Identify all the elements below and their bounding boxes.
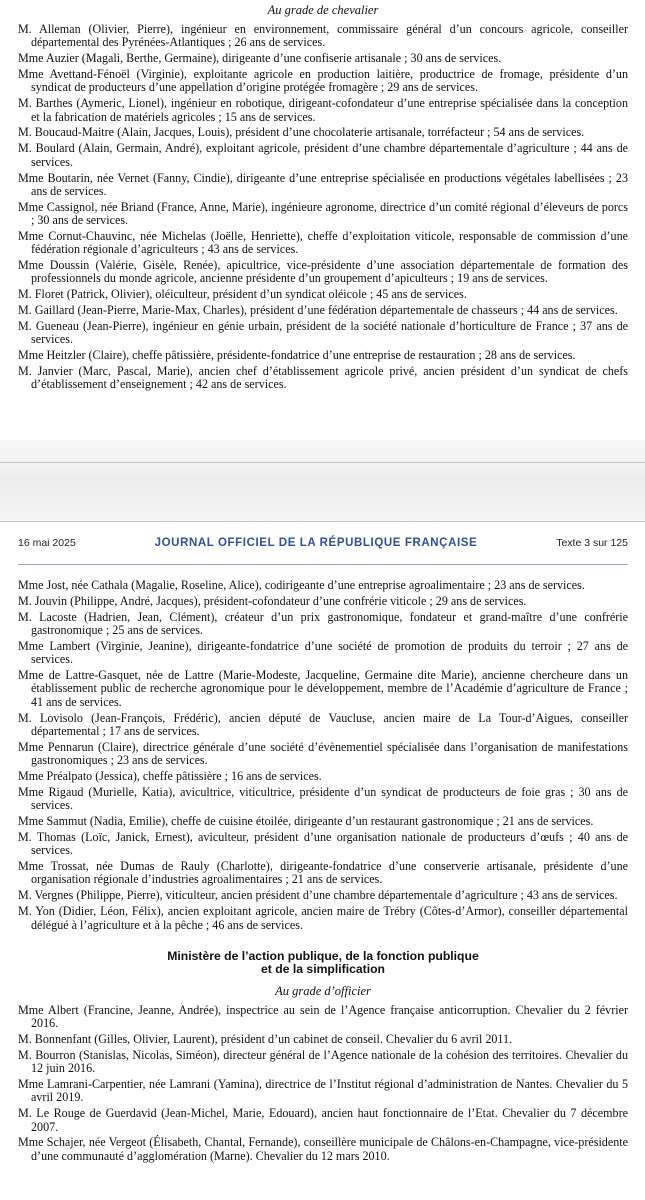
- list-item: M. Bourron (Stanislas, Nicolas, Siméon), directeur général de l’Agence nationale de la cohésion des territoires. Chevalier du 12 juin 2016.: [18, 1047, 628, 1076]
- list-item: M. Yon (Didier, Léon, Félix), ancien exploitant agricole, ancien maire de Trébry (Côtes-d’Armor), conseiller départemental délégué à l’agriculture et à la pêche ; 46 ans de services.: [18, 904, 628, 932]
- grade-title-officier: Au grade d’officier: [275, 983, 371, 998]
- page-edge-bottom: [0, 462, 645, 463]
- list-item: Mme Cornut-Chauvinc, née Michelas (Joëlle, Henriette), cheffe d’exploitation viticole, responsable de commission d’une fédération régionale d’agriculteurs ; 43 ans de services.: [18, 228, 628, 257]
- list-item: Mme Doussin (Valérie, Gisèle, Renée), apicultrice, vice-présidente d’une association départementale de formation des professionnels du monde agricole, ancienne présidente d’un groupement d’apiculteurs ; 19 ans de services.: [18, 258, 628, 286]
- officier-list: [18, 1004, 628, 1163]
- chevalier-list-continued: [18, 579, 628, 932]
- journal-header: [18, 522, 628, 565]
- chevalier-list: [18, 23, 628, 392]
- page-1: [0, 0, 645, 440]
- ministry-heading-line-2: et de la simplification: [261, 961, 385, 976]
- header-date: 16 mai 2025: [18, 537, 76, 549]
- list-item: Mme Trossat, née Dumas de Rauly (Charlotte), dirigeante-fondatrice d’une conserverie artisanale, présidente d’une organisation régionale d’industries agroalimentaires ; 21 ans de services.: [18, 859, 628, 887]
- page-2: [0, 522, 645, 1200]
- list-item: M. Le Rouge de Guerdavid (Jean-Michel, Marie, Edouard), ancien haut fonctionnaire de l’Etat. Chevalier du 7 décembre 2007.: [18, 1106, 628, 1134]
- list-item: Mme Pennarun (Claire), directrice générale d’une société d’évènementiel spécialisée dans l’organisation de manifestations gastronomiques ; 23 ans de services.: [18, 739, 628, 768]
- list-item: M. Alleman (Olivier, Pierre), ingénieur en environnement, commissaire général d’un concours agricole, conseiller départemental des Pyrénées-Atlantiques ; 26 ans de services.: [18, 22, 628, 50]
- list-item: Mme Préalpato (Jessica), cheffe pâtissière ; 16 ans de services.: [18, 769, 322, 784]
- list-item: M. Bonnenfant (Gilles, Olivier, Laurent), président d’un cabinet de conseil. Chevalier du 6 avril 2011.: [18, 1032, 513, 1047]
- ministry-heading-line-1: Ministère de l’action publique, de la fonction publique: [167, 948, 479, 963]
- ministry-heading: [18, 950, 628, 976]
- list-item: M. Lovisolo (Jean-François, Frédéric), ancien député de Vaucluse, ancien maire de La Tour-d’Aigues, conseiller départemental ; 17 ans de services.: [18, 710, 628, 738]
- list-item: M. Thomas (Loïc, Janick, Ernest), aviculteur, président d’une organisation nationale de producteurs d’œufs ; 40 ans de services.: [18, 829, 628, 858]
- list-item: Mme Sammut (Nadia, Emilie), cheffe de cuisine étoilée, dirigeante d’un restaurant gastronomique ; 21 ans de services.: [18, 814, 594, 829]
- list-item: Mme de Lattre-Gasquet, née de Lattre (Marie-Modeste, Jacqueline, Germaine dite Marie), ancienne chercheure dans un établissement public de recherche agronomique pour le développement, membre de l’Académie d’agriculture de France ; 41 ans de services.: [18, 668, 628, 709]
- list-item: Mme Schajer, née Vergeot (Élisabeth, Chantal, Fernande), conseillère municipale de Châlons-en-Champagne, vice-présidente d’une communauté d’agglomération (Marne). Chevalier du 12 mars 2010.: [18, 1135, 628, 1163]
- list-item: M. Floret (Patrick, Olivier), oléiculteur, président d’un syndicat oléicole ; 45 ans de services.: [18, 287, 467, 302]
- text-counter: Texte 3 sur 125: [556, 537, 628, 549]
- list-item: M. Janvier (Marc, Pascal, Marie), ancien chef d’établissement agricole privé, ancien président d’un syndicat de chefs d’établissement d’enseignement ; 42 ans de services.: [18, 364, 628, 392]
- list-item: Mme Jost, née Cathala (Magalie, Roseline, Alice), codirigeante d’une entreprise agroalimentaire ; 23 ans de services.: [18, 578, 585, 592]
- list-item: M. Lacoste (Hadrien, Jean, Clément), créateur d’un prix gastronomique, fondateur et grand-maître d’une confrérie gastronomique ; 25 ans de services.: [18, 609, 628, 638]
- list-item: M. Barthes (Aymeric, Lionel), ingénieur en robotique, dirigeant-cofondateur d’une entreprise spécialisée dans la conception et la fabrication de matériels agricoles ; 15 ans de services.: [18, 96, 628, 124]
- grade-title-chevalier: Au grade de chevalier: [267, 3, 379, 17]
- list-item: Mme Cassignol, née Briand (France, Anne, Marie), ingénieure agronome, directrice d’un comité régional d’éleveurs de porcs ; 30 ans de services.: [18, 199, 628, 228]
- journal-title: JOURNAL OFFICIEL DE LA RÉPUBLIQUE FRANÇAISE: [154, 537, 478, 549]
- list-item: M. Boucaud-Maitre (Alain, Jacques, Louis), président d’une chocolaterie artisanale, torréfacteur ; 54 ans de services.: [18, 125, 585, 140]
- list-item: Mme Lamrani-Carpentier, née Lamrani (Yamina), directrice de l’Institut régional d’administration de Nantes. Chevalier du 5 avril 2019.: [18, 1077, 628, 1105]
- list-item: Mme Boutarin, née Vernet (Fanny, Cindie), dirigeante d’une entreprise spécialisée en productions végétales labellisées ; 23 ans de services.: [18, 170, 628, 198]
- list-item: M. Boulard (Alain, Germain, André), exploitant agricole, président d’une chambre départementale d’agriculture ; 44 ans de services.: [18, 141, 628, 169]
- list-item: M. Vergnes (Philippe, Pierre), viticulteur, ancien président d’une chambre départementale d’agriculture ; 43 ans de services.: [18, 888, 618, 903]
- list-item: M. Gueneau (Jean-Pierre), ingénieur en génie urbain, président de la société nationale d’horticulture de France ; 37 ans de services.: [18, 319, 628, 347]
- page-break: [0, 440, 645, 522]
- list-item: Mme Rigaud (Murielle, Katia), avicultrice, viticultrice, présidente d’un syndicat de producteurs de foie gras ; 30 ans de services.: [18, 784, 628, 813]
- list-item: Mme Heitzler (Claire), cheffe pâtissière, présidente-fondatrice d’une entreprise de restauration ; 28 ans de services.: [18, 348, 576, 363]
- list-item: M. Jouvin (Philippe, André, Jacques), président-cofondateur d’une confrérie viticole ; 29 ans de services.: [18, 593, 527, 608]
- list-item: Mme Auzier (Magali, Berthe, Germaine), dirigeante d’une confiserie artisanale ; 30 ans de services.: [18, 51, 502, 66]
- list-item: M. Gaillard (Jean-Pierre, Marie-Max, Charles), président d’une fédération départementale de chasseurs ; 44 ans de services.: [18, 303, 618, 318]
- list-item: Mme Albert (Francine, Jeanne, Andrée), inspectrice au sein de l’Agence française anticorruption. Chevalier du 2 février 2016.: [18, 1002, 628, 1031]
- list-item: Mme Avettand-Fénoël (Virginie), exploitante agricole en production laitière, productrice de fromage, présidente d’un syndicat de producteurs d’une appellation d’origine protégée fromagère ; 29 ans de services.: [18, 67, 628, 95]
- list-item: Mme Lambert (Virginie, Jeanine), dirigeante-fondatrice d’une société de promotion de produits du terroir ; 27 ans de services.: [18, 638, 628, 667]
